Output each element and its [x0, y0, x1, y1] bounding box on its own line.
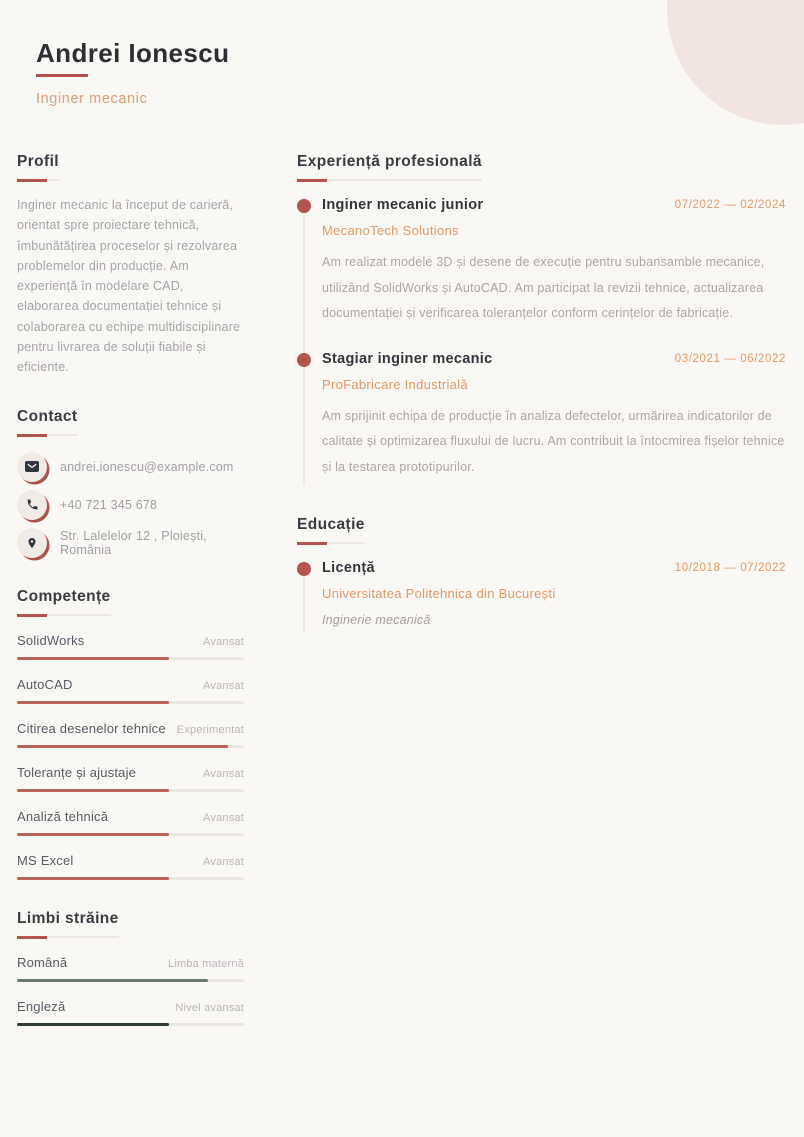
skill-level: Avansat [203, 811, 244, 824]
skill-bar [17, 657, 244, 660]
language-name: Engleză [17, 998, 66, 1014]
languages-heading: Limbi străine [17, 910, 119, 938]
skill-level: Avansat [203, 635, 244, 648]
job-period: 03/2021 — 06/2022 [674, 352, 786, 365]
person-job-title: Inginer mecanic [36, 91, 148, 107]
skill-bar [17, 745, 244, 748]
job-company: MecanoTech Solutions [322, 223, 459, 238]
job-period: 07/2022 — 02/2024 [674, 199, 786, 211]
skill-name: SolidWorks [17, 632, 85, 648]
left-column [17, 153, 244, 1056]
skill-name: AutoCAD [17, 676, 73, 692]
profile-text: Inginer mecanic la început de carieră, orientat spre proiectare tehnică, îmbunătățirea proceselor și rezolvarea problemelor din producție. Am experiență în modelare CAD, elaborarea documentației tehnice și colaborarea cu echipe multidisciplinare pentru livrarea de soluții fiabile și eficiente. [17, 198, 241, 375]
header [0, 0, 804, 107]
contact-address-value: Str. Lalelelor 12 , Ploiești, România [60, 528, 207, 557]
skill-item [17, 721, 244, 748]
content-columns [0, 153, 804, 1056]
contact-section [17, 408, 244, 558]
skill-list [17, 633, 244, 880]
education-timeline [303, 560, 786, 633]
skill-bar [17, 701, 244, 704]
languages-section [17, 910, 244, 1026]
contact-row-phone [17, 490, 244, 520]
education-period: 10/2018 — 07/2022 [674, 562, 786, 574]
experience-entry [322, 351, 786, 487]
language-item [17, 999, 244, 1026]
skill-name: Citirea desenelor tehnice [17, 720, 166, 736]
skill-bar [17, 877, 244, 880]
timeline-bullet-icon [297, 562, 311, 576]
skill-bar [17, 833, 244, 836]
name-underline [36, 74, 88, 77]
profile-section [17, 153, 244, 378]
contact-email-value: andrei.ionescu@example.com [60, 459, 234, 474]
skill-item [17, 809, 244, 836]
job-company: ProFabricare Industrială [322, 376, 468, 392]
education-school: Universitatea Politehnica din București [322, 586, 556, 601]
job-title: Stagiar inginer mecanic [322, 350, 493, 367]
experience-section [297, 153, 786, 486]
skills-heading: Competențe [17, 588, 111, 616]
contact-list [17, 452, 244, 558]
right-column [297, 153, 786, 1056]
person-name: Andrei Ionescu [36, 38, 230, 68]
timeline-bullet-icon [297, 353, 311, 367]
education-field: Inginerie mecanică [322, 613, 431, 627]
skill-bar [17, 789, 244, 792]
skills-section [17, 588, 244, 880]
skill-name: Analiză tehnică [17, 808, 109, 824]
language-name: Română [17, 954, 68, 970]
language-item [17, 955, 244, 982]
language-bar [17, 1023, 244, 1026]
skill-item [17, 677, 244, 704]
email-icon [17, 452, 47, 482]
degree-title: Licență [322, 560, 375, 576]
language-level: Nivel avansat [175, 1001, 244, 1014]
education-entry [322, 560, 786, 633]
language-bar [17, 979, 244, 982]
contact-heading: Contact [17, 408, 78, 436]
contact-row-address [17, 528, 244, 558]
skill-level: Avansat [203, 855, 244, 868]
skill-level: Avansat [203, 679, 244, 692]
experience-timeline [303, 197, 786, 486]
skill-level: Experimentat [176, 723, 244, 736]
language-level: Limba maternă [168, 957, 244, 970]
timeline-bullet-icon [297, 199, 311, 213]
skill-name: MS Excel [17, 852, 74, 868]
language-list [17, 955, 244, 1026]
experience-entry [322, 197, 786, 351]
skill-name: Toleranțe și ajustaje [17, 764, 137, 780]
education-heading: Educație [297, 516, 365, 544]
skill-item [17, 853, 244, 880]
phone-icon [17, 490, 47, 520]
skill-item [17, 765, 244, 792]
contact-row-email [17, 452, 244, 482]
skill-level: Avansat [203, 767, 244, 780]
profile-heading: Profil [17, 153, 59, 181]
education-section [297, 516, 786, 633]
experience-heading: Experiență profesională [297, 153, 482, 181]
job-description: Am realizat modele 3D și desene de execuție pentru subansamble mecanice, utilizând SolidWorks și AutoCAD. Am participat la revizii tehnice, actualizarea documentației și verificarea toleranțelor conform cerințelor de fabricație. [322, 255, 765, 320]
skill-item [17, 633, 244, 660]
job-description: Am sprijinit echipa de producție în analiza defectelor, urmărirea indicatorilor de calitate și optimizarea fluxului de lucru. Am contribuit la întocmirea fișelor tehnice și la testarea prototipurilor. [322, 408, 785, 474]
contact-phone-value: +40 721 345 678 [60, 497, 158, 512]
job-title: Inginer mecanic junior [322, 197, 484, 213]
location-pin-icon [17, 528, 47, 558]
